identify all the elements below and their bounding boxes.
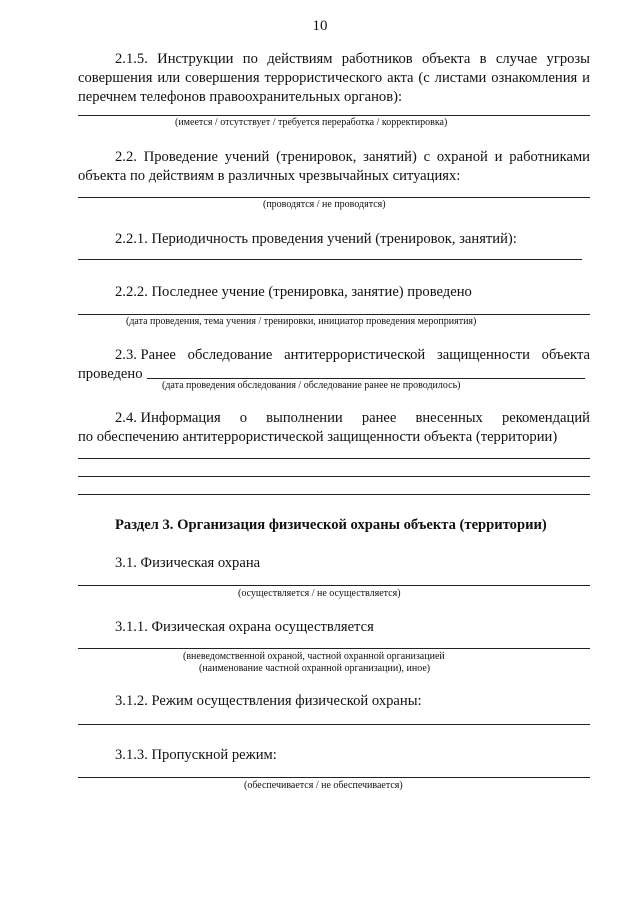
- caption-2-1-5: (имеется / отсутствует / требуется переработка / корректировка): [175, 117, 448, 128]
- fill-line-2-3: [147, 378, 585, 379]
- paragraph-2-2-2: 2.2.2. Последнее учение (тренировка, занятие) проведено: [115, 284, 472, 300]
- paragraph-2-4-line1: 2.4. Информация о выполнении ранее внесенных рекомендаций: [115, 410, 590, 426]
- caption-2-2-2: (дата проведения, тема учения / тренировки, инициатор проведения мероприятия): [126, 316, 477, 327]
- fill-line-2-4-c: [78, 494, 590, 495]
- fill-line-3-1-2: [78, 724, 590, 725]
- paragraph-3-1-2: 3.1.2. Режим осуществления физической охраны:: [115, 693, 422, 709]
- paragraph-2-1-5: 2.1.5. Инструкции по действиям работников объекта в случае угрозы совершения или совершения террористического акта (с листами ознакомления и перечнем телефонов правоохранительных органов):: [78, 51, 590, 105]
- caption-3-1-1-line2: (наименование частной охранной организации), иное): [199, 663, 431, 674]
- caption-3-1-3: (обеспечивается / не обеспечивается): [244, 780, 403, 791]
- fill-line-2-4-b: [78, 476, 590, 477]
- fill-line-3-1: [78, 585, 590, 586]
- page-number: 10: [312, 18, 328, 34]
- fill-line-2-1-5: [78, 115, 590, 116]
- caption-3-1: (осуществляется / не осуществляется): [238, 588, 401, 599]
- section-3-title: Раздел 3. Организация физической охраны объекта (территории): [115, 517, 547, 533]
- fill-line-2-2: [78, 197, 590, 198]
- fill-line-3-1-1: [78, 648, 590, 649]
- caption-2-3: (дата проведения обследования / обследование ранее не проводилось): [162, 380, 461, 391]
- paragraph-3-1: 3.1. Физическая охрана: [115, 555, 261, 571]
- paragraph-2-3-line2: проведено: [78, 366, 143, 382]
- paragraph-2-3-line1: 2.3. Ранее обследование антитеррористической защищенности объекта: [115, 347, 590, 363]
- paragraph-2-4-line2: по обеспечению антитеррористической защищенности объекта (территории): [78, 429, 558, 445]
- caption-2-2: (проводятся / не проводятся): [263, 199, 386, 210]
- paragraph-3-1-3: 3.1.3. Пропускной режим:: [115, 747, 277, 763]
- paragraph-3-1-1: 3.1.1. Физическая охрана осуществляется: [115, 619, 374, 635]
- fill-line-2-2-1: [78, 259, 582, 260]
- paragraph-2-2: 2.2. Проведение учений (тренировок, занятий) с охраной и работниками объекта по действиям в различных чрезвычайных ситуациях:: [78, 149, 590, 184]
- caption-3-1-1-line1: (вневедомственной охраной, частной охранной организацией: [183, 651, 445, 662]
- fill-line-3-1-3: [78, 777, 590, 778]
- fill-line-2-4-a: [78, 458, 590, 459]
- paragraph-2-2-1: 2.2.1. Периодичность проведения учений (тренировок, занятий):: [115, 231, 517, 247]
- fill-line-2-2-2: [78, 314, 590, 315]
